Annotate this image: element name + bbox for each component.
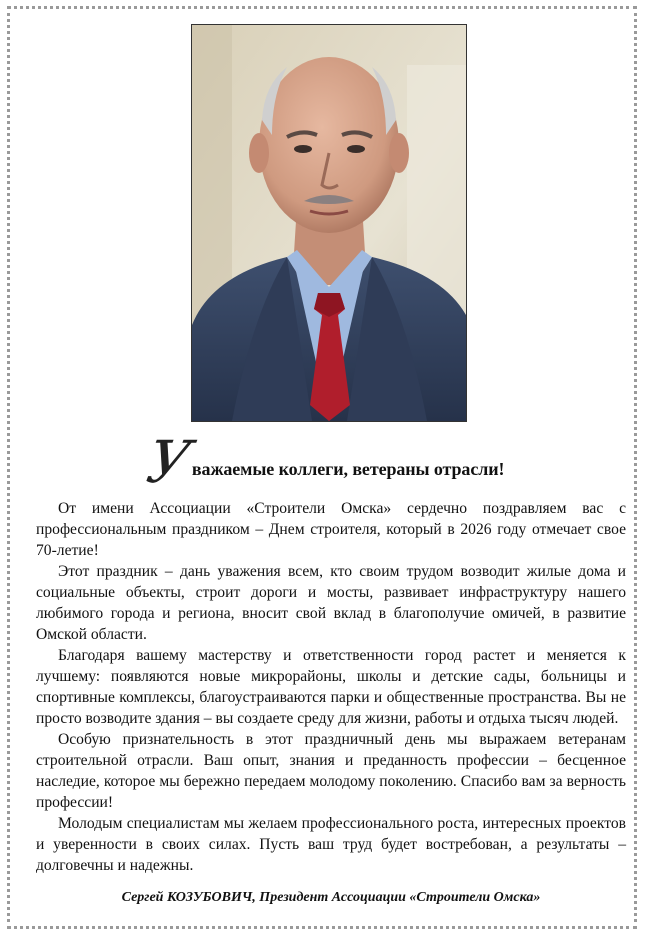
paragraph-2: Этот праздник – дань уважения всем, кто своим трудом возводит жилые дома и социальные объекты, строит дороги и мосты, развивает инфраструктуру нашего любимого города и региона, вносит свой вклад в благополучие омичей, в развитие Омской области. [36,563,626,643]
signature: Сергей КОЗУБОВИЧ, Президент Ассоциации «Строители Омска» [121,890,541,905]
letter-body [36,498,626,876]
portrait-photo [191,24,467,422]
paragraph-5: Молодым специалистам мы желаем профессионального роста, интересных проектов и уверенности в своих силах. Пусть ваш труд будет востребован, а результаты – долговечны и надежны. [36,815,626,874]
paragraph-4: Особую признательность в этот праздничный день мы выражаем ветеранам строительной отрасли. Ваш опыт, знания и преданность профессии – бесценное наследие, которое мы бережно передаем молодому поколению. Спасибо вам за верность профессии! [36,731,626,811]
greeting-heading [142,428,568,496]
paragraph-3: Благодаря вашему мастерству и ответственности город растет и меняется к лучшему: появляются новые микрорайоны, школы и детские сады, больницы и спортивные комплексы, благоустраиваются парки и общественные пространства. Вы не просто возводите здания – вы создаете среду для жизни, работы и отдыха тысяч людей. [36,647,626,727]
letter-page [7,6,637,929]
heading-text: важаемые коллеги, ветераны отрасли! [191,459,505,479]
portrait-photo-icon [192,25,466,421]
heading-initial: У [142,428,196,496]
paragraph-1: От имени Ассоциации «Строители Омска» сердечно поздравляем вас с профессиональным праздником – Днем строителя, который в 2026 году отмечает свое 70-летие! [36,500,626,559]
